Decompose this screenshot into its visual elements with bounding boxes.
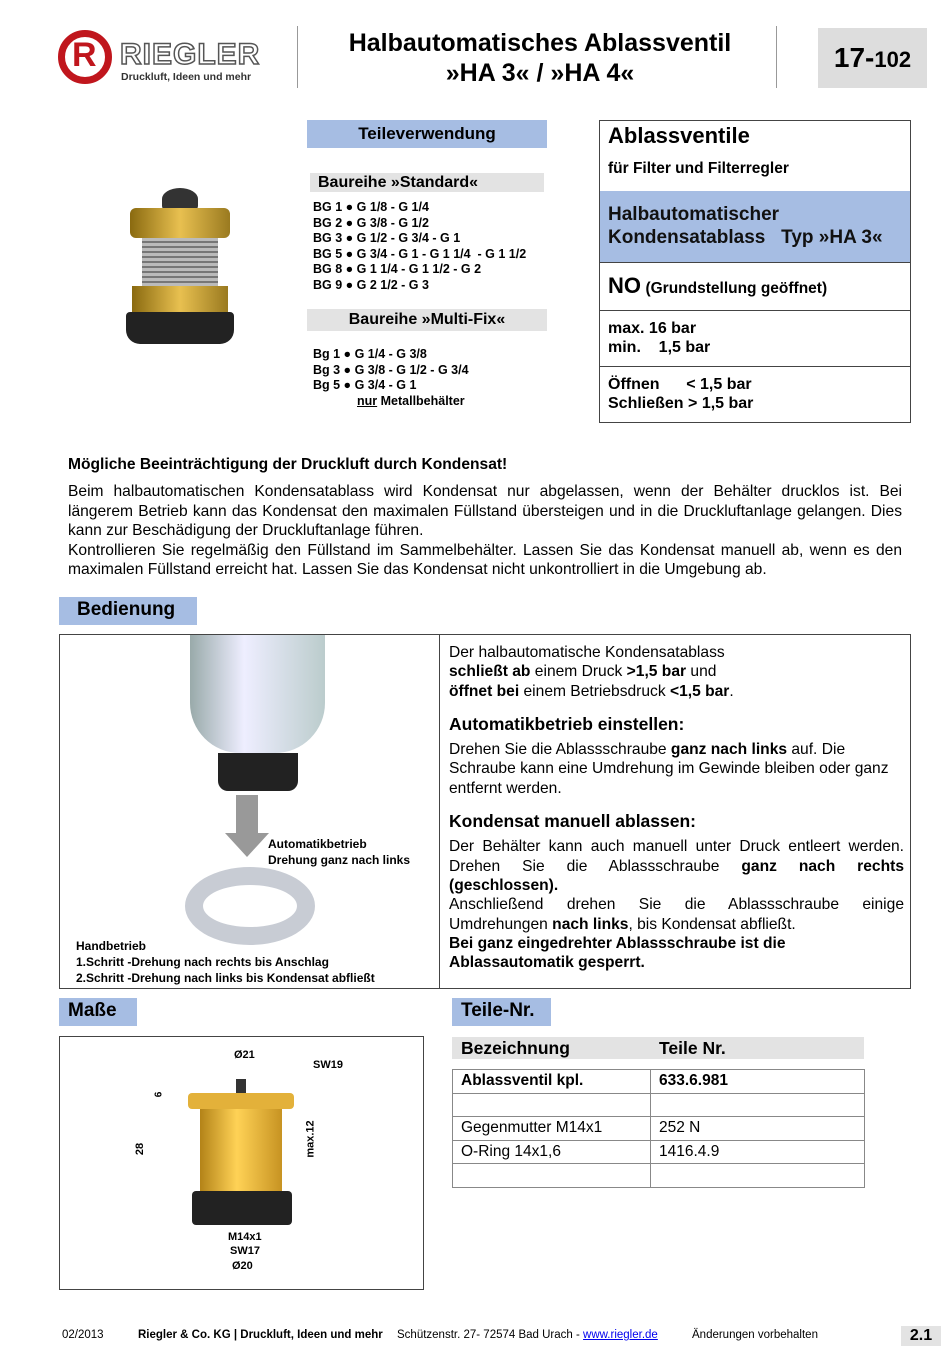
list-item: BG 3 ● G 1/2 - G 3/4 - G 1	[313, 231, 461, 245]
type-line2: Kondensatablass Typ »HA 3«	[608, 227, 883, 248]
t: einem Betriebsdruck	[519, 682, 670, 700]
list-item: BG 9 ● G 2 1/2 - G 3	[313, 277, 429, 292]
warning-text	[68, 482, 902, 580]
operation-image	[60, 635, 438, 988]
multifix-heading: Baureihe »Multi-Fix«	[307, 309, 547, 331]
cell	[651, 1164, 865, 1188]
t: >1,5 bar	[626, 663, 687, 681]
product-image	[120, 180, 240, 350]
logo-tagline: Druckluft, Ideen und mehr	[121, 71, 252, 83]
auto-caption-1: Automatikbetrieb	[268, 837, 367, 851]
dim-max12: max.12	[304, 1120, 317, 1158]
manual-caption	[76, 938, 375, 986]
page-sub: 102	[874, 47, 912, 72]
manual-heading: Kondensat manuell ablassen:	[449, 811, 697, 832]
cell: Ablassventil kpl.	[453, 1070, 651, 1094]
spec-subtitle: für Filter und Filterregler	[608, 160, 789, 177]
open-pressure: Öffnen < 1,5 bar	[608, 376, 752, 393]
note-rest: Metallbehälter	[377, 393, 465, 408]
parts-heading: Teile-Nr.	[452, 998, 551, 1026]
type-block	[600, 191, 910, 262]
cell	[453, 1164, 651, 1188]
list-item: BG 1 ● G 1/8 - G 1/4	[313, 200, 429, 214]
pressure-range	[600, 310, 910, 366]
t: öffnet bei	[449, 682, 520, 700]
col-bezeichnung: Bezeichnung	[461, 1038, 570, 1058]
t: Anschließend drehen Sie die Ablassschraube einige Umdrehungen	[449, 896, 904, 933]
dimensions-drawing	[59, 1036, 424, 1290]
step1-caption: 1.Schritt -Drehung nach rechts bis Anschlag	[76, 955, 329, 969]
lock-note: Bei ganz eingedrehter Ablassschraube ist die Ablassautomatik gesperrt.	[449, 934, 786, 972]
auto-heading: Automatikbetrieb einstellen:	[449, 713, 685, 734]
title-line2: »HA 3« / »HA 4«	[445, 59, 635, 87]
table-row	[453, 1093, 865, 1117]
address: Schützenstr. 27- 72574 Bad Urach -	[397, 1329, 584, 1341]
intro-open	[449, 682, 904, 701]
list-item: Bg 5 ● G 3/4 - G 1	[313, 378, 417, 392]
intro: Der halbautomatische Kondensatablass	[449, 644, 725, 661]
divider	[439, 634, 440, 989]
table-row	[453, 1140, 865, 1164]
cell: 633.6.981	[651, 1070, 865, 1094]
intro-close	[449, 662, 904, 681]
list-item: BG 5 ● G 3/4 - G 1 - G 1 1/4 - G 1 1/2	[313, 246, 527, 261]
standard-heading: Baureihe »Standard«	[310, 173, 544, 192]
page-title	[310, 28, 770, 88]
auto-caption-2: Drehung ganz nach links	[268, 853, 411, 867]
footer-company: Riegler & Co. KG | Druckluft, Ideen und mehr	[138, 1329, 383, 1341]
table-row	[453, 1164, 865, 1188]
type-line1: Halbautomatischer	[608, 204, 780, 225]
divider	[776, 26, 777, 88]
cell: 252 N	[651, 1117, 865, 1141]
note-underlined: nur	[357, 393, 378, 408]
dim-d21: Ø21	[234, 1049, 255, 1061]
list-item: BG 8 ● G 1 1/4 - G 1 1/2 - G 2	[313, 262, 482, 276]
list-item: BG 2 ● G 3/8 - G 1/2	[313, 215, 429, 230]
logo-text: RIEGLER	[120, 38, 261, 71]
spec-title: Ablassventile	[608, 123, 750, 148]
dim-sw17: SW17	[230, 1245, 260, 1257]
metal-note	[313, 394, 469, 410]
footer-note: Änderungen vorbehalten	[692, 1329, 818, 1341]
t: und	[686, 663, 717, 681]
t: schließt ab	[449, 663, 531, 681]
title-line1: Halbautomatisches Ablassventil	[348, 29, 732, 57]
list-item: Bg 1 ● G 1/4 - G 3/8	[313, 347, 427, 361]
switch-points	[600, 366, 910, 423]
t: ganz nach rechts (geschlossen).	[449, 857, 904, 894]
warning-p2: Kontrollieren Sie regelmäßig den Füllstand im Sammelbehälter. Lassen Sie das Kondensat manuell ab, wenn es den maximalen Füllstand erreicht hat. Lassen Sie das Kondensat nicht unkontrolliert in die Umgebung ab.	[68, 541, 902, 578]
normal-position	[600, 262, 910, 310]
footer-address	[397, 1329, 658, 1341]
t: <1,5 bar	[669, 682, 730, 700]
logo-letter: R	[72, 36, 97, 74]
spec-box	[599, 120, 911, 423]
operation-text	[449, 643, 904, 972]
standard-list	[313, 200, 526, 293]
footer-date: 02/2013	[62, 1329, 104, 1341]
warning-p1: Beim halbautomatischen Kondensatablass wird Kondensat nur abgelassen, wenn der Behälter drucklos ist. Bei längerem Betrieb kann das Kondensat den maximalen Füllstand übersteigen und in die Druckluftanlage gelangen. Dies kann zur Beschädigung der Druckluftanlage führen.	[68, 483, 902, 539]
max-pressure: max. 16 bar	[608, 320, 697, 337]
parts-table	[452, 1069, 865, 1188]
manual-text	[449, 837, 904, 895]
t: einem Druck	[530, 663, 627, 681]
cell	[651, 1093, 865, 1117]
list-item: Bg 3 ● G 3/8 - G 1/2 - G 3/4	[313, 362, 469, 377]
no-desc: (Grundstellung geöffnet)	[645, 280, 828, 297]
usage-heading: Teileverwendung	[307, 120, 547, 148]
table-row	[453, 1117, 865, 1141]
hand-caption: Handbetrieb	[76, 939, 147, 953]
close-pressure: Schließen > 1,5 bar	[608, 395, 754, 412]
cell	[453, 1093, 651, 1117]
t: nach links	[552, 915, 629, 933]
dim-h6: 6	[153, 1091, 165, 1098]
dimensions-heading: Maße	[59, 998, 137, 1026]
operation-heading: Bedienung	[59, 597, 197, 625]
t: ganz nach links	[670, 741, 788, 759]
multifix-list	[313, 347, 469, 409]
min-pressure: min. 1,5 bar	[608, 339, 711, 356]
website-link[interactable]: www.riegler.de	[583, 1329, 658, 1341]
manual-text-2	[449, 895, 904, 934]
auto-text	[449, 740, 904, 798]
t: , bis Kondensat abfließt.	[628, 915, 796, 933]
table-row	[453, 1070, 865, 1094]
cell: Gegenmutter M14x1	[453, 1117, 651, 1141]
parts-header	[452, 1037, 864, 1059]
auto-caption	[268, 836, 410, 868]
t: auf. Die Schraube kann eine Umdrehung im Gewinde bleiben oder ganz entfernt werden.	[449, 741, 889, 797]
cell: O-Ring 14x1,6	[453, 1140, 651, 1164]
dim-m14: M14x1	[228, 1231, 262, 1243]
step2-caption: 2.Schritt -Drehung nach links bis Kondensat abfließt	[76, 971, 375, 985]
page-number	[818, 28, 927, 88]
footer-page: 2.1	[901, 1326, 941, 1346]
cell: 1416.4.9	[651, 1140, 865, 1164]
page-main: 17-	[833, 42, 875, 73]
warning-title: Mögliche Beeinträchtigung der Druckluft durch Kondensat!	[68, 456, 508, 473]
no-label: NO	[608, 273, 641, 298]
divider	[297, 26, 298, 88]
t: Der Behälter kann auch manuell unter Druck entleert werden. Drehen Sie die Ablassschraube	[449, 838, 904, 875]
dim-sw19: SW19	[313, 1059, 343, 1071]
dim-h28: 28	[134, 1142, 147, 1156]
t: .	[729, 682, 734, 700]
col-teile-nr: Teile Nr.	[659, 1038, 726, 1058]
dim-d20: Ø20	[232, 1260, 253, 1272]
t: Drehen Sie die Ablassschraube	[449, 741, 671, 759]
